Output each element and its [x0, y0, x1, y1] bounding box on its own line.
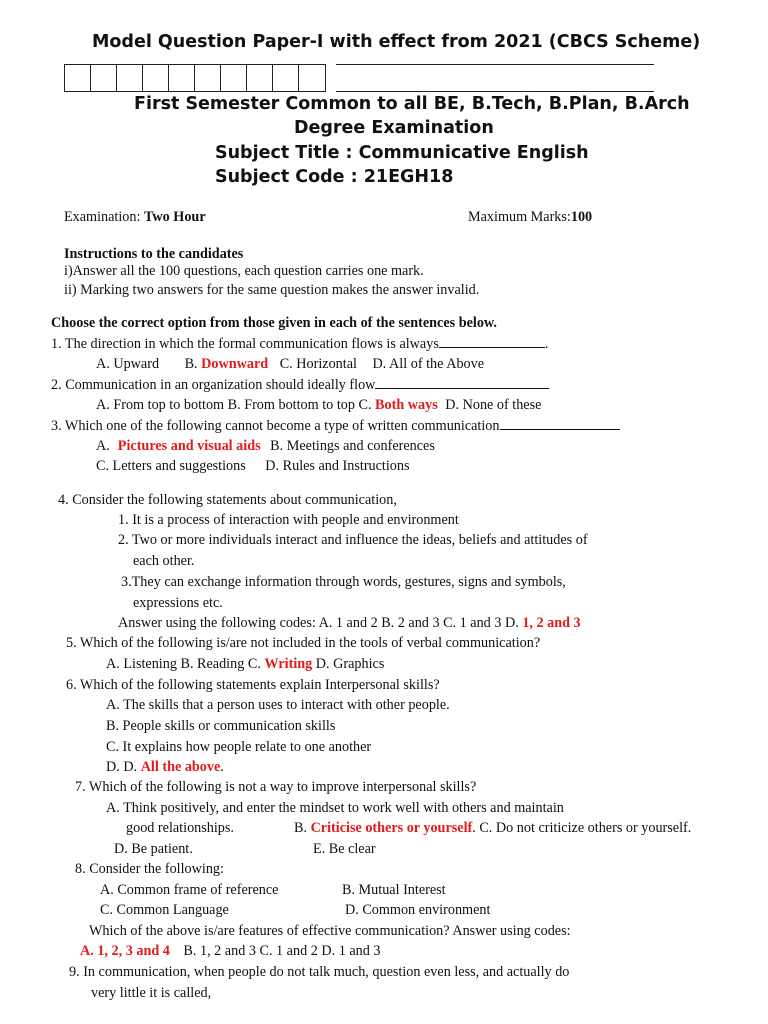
option-a-answer: Pictures and visual aids	[117, 438, 261, 454]
usn-box[interactable]	[116, 64, 142, 92]
usn-box[interactable]	[142, 64, 168, 92]
answer-blank	[500, 417, 620, 430]
usn-box[interactable]	[90, 64, 116, 92]
question-8-which: Which of the above is/are features of effective communication? Answer using codes:	[89, 923, 571, 939]
usn-box[interactable]	[168, 64, 194, 92]
option-b-answer: Downward	[201, 356, 269, 372]
codes-text: Answer using the following codes: A. 1 and 2 B. 2 and 3 C. 1 and 3	[118, 615, 502, 631]
answer-blank	[375, 376, 549, 389]
question-4: 4. Consider the following statements about communication,	[58, 492, 397, 508]
title-bold: Model Question Paper-I	[92, 32, 324, 52]
option-d: D. Graphics	[315, 656, 385, 672]
usn-box[interactable]	[194, 64, 220, 92]
question-6-option-a: A. The skills that a person uses to interact with other people.	[106, 697, 450, 713]
option-c: C. Horizontal	[279, 356, 357, 372]
question-6: 6. Which of the following statements explain Interpersonal skills?	[66, 677, 440, 693]
usn-box[interactable]	[220, 64, 246, 92]
question-4-statement-3: 3.They can exchange information through words, gestures, signs and symbols,	[121, 574, 566, 590]
marks-value: 100	[570, 209, 593, 225]
question-3-text: 3. Which one of the following cannot become a type of written communication	[51, 418, 500, 434]
option-b-prefix: B.	[184, 356, 202, 372]
question-2	[51, 376, 549, 394]
title-end: )	[692, 32, 701, 52]
question-2-text: 2. Communication in an organization should ideally flow	[51, 377, 376, 393]
option-c: . C. Do not criticize others or yourself.	[472, 820, 692, 836]
option-d-end: .	[220, 759, 224, 775]
question-1-options	[96, 356, 484, 373]
question-3	[51, 417, 620, 435]
question-7-option-e: E. Be clear	[313, 841, 376, 857]
question-6-option-c: C. It explains how people relate to one another	[106, 739, 372, 755]
question-7-option-d: D. Be patient.	[114, 841, 193, 857]
question-8-item-d: D. Common environment	[345, 902, 491, 918]
question-8: 8. Consider the following:	[75, 861, 224, 877]
question-8-options	[80, 943, 380, 960]
question-7-option-bc	[294, 820, 691, 837]
question-4-codes	[118, 615, 581, 632]
paper-title	[92, 32, 700, 52]
title-scheme: CBCS Scheme	[556, 32, 693, 52]
question-2-options	[96, 397, 541, 414]
question-6-option-b: B. People skills or communication skills	[106, 718, 336, 734]
option-d: D. None of these	[445, 397, 542, 413]
question-3-options-2	[96, 458, 410, 475]
option-c-answer: Writing	[264, 656, 313, 672]
usn-box[interactable]	[298, 64, 326, 92]
question-7-option-a-cont: good relationships.	[126, 820, 234, 836]
duration-label: Examination:	[64, 209, 144, 225]
question-5: 5. Which of the following is/are not included in the tools of verbal communication?	[66, 635, 541, 651]
duration-value: Two Hour	[144, 209, 206, 225]
title-mid: with effect from 2021 (	[323, 32, 557, 52]
instructions-heading: Instructions to the candidates	[64, 246, 244, 262]
option-a: A. Upward	[96, 356, 160, 372]
usn-boxes	[64, 64, 326, 92]
question-1	[51, 335, 548, 353]
options-bcd: B. 1, 2 and 3 C. 1 and 2 D. 1 and 3	[183, 943, 381, 959]
option-b: B. Meetings and conferences	[270, 438, 435, 454]
subject-title: Subject Title : Communicative English	[215, 143, 589, 163]
option-b-prefix: B.	[294, 820, 308, 836]
question-6-option-d	[106, 759, 224, 776]
usn-box[interactable]	[272, 64, 298, 92]
answer-blank	[439, 335, 545, 348]
header-line-1: First Semester Common to all BE, B.Tech, B.Plan, B.Arch	[134, 94, 690, 114]
exam-duration	[64, 209, 206, 226]
question-9-cont: very little it is called,	[91, 985, 212, 1001]
subject-code: Subject Code : 21EGH18	[215, 167, 454, 187]
usn-box[interactable]	[246, 64, 272, 92]
option-c: C. Letters and suggestions	[96, 458, 246, 474]
instruction-i: i)Answer all the 100 questions, each question carries one mark.	[64, 263, 424, 279]
exam-marks	[468, 209, 592, 226]
question-7-option-a: A. Think positively, and enter the mindset to work well with others and maintain	[106, 800, 564, 816]
option-d: D. All of the Above	[372, 356, 485, 372]
question-3-options-1	[96, 438, 435, 455]
question-9: 9. In communication, when people do not talk much, question even less, and actually do	[69, 964, 570, 980]
question-5-options	[106, 656, 384, 673]
options-abc: A. Listening B. Reading C.	[106, 656, 261, 672]
question-4-statement-1: 1. It is a process of interaction with people and environment	[118, 512, 459, 528]
usn-box[interactable]	[64, 64, 90, 92]
option-d-prefix: D.	[504, 615, 519, 631]
question-4-statement-2: 2. Two or more individuals interact and influence the ideas, beliefs and attitudes of	[118, 532, 588, 548]
question-8-item-c: C. Common Language	[100, 902, 229, 918]
usn-line-bottom	[336, 91, 654, 92]
question-4-statement-3-cont: expressions etc.	[133, 595, 223, 611]
option-b-answer: Criticise others or yourself	[310, 820, 473, 836]
instruction-ii: ii) Marking two answers for the same question makes the answer invalid.	[64, 282, 480, 298]
option-d: D. Rules and Instructions	[265, 458, 410, 474]
option-c-answer: Both ways	[375, 397, 438, 413]
option-a-prefix: A.	[96, 438, 110, 454]
option-d-prefix: D. D.	[106, 759, 138, 775]
header-line-2: Degree Examination	[294, 118, 494, 138]
option-d-answer: All the above	[140, 759, 221, 775]
question-1-text: 1. The direction in which the formal communication flows is always	[51, 336, 439, 352]
option-a-answer: A. 1, 2, 3 and 4	[80, 943, 170, 959]
question-4-statement-2-cont: each other.	[133, 553, 195, 569]
question-7: 7. Which of the following is not a way to improve interpersonal skills?	[75, 779, 477, 795]
marks-label: Maximum Marks:	[468, 209, 571, 225]
usn-line-top	[336, 64, 654, 65]
question-8-item-b: B. Mutual Interest	[342, 882, 446, 898]
options-ab: A. From top to bottom B. From bottom to top C.	[96, 397, 372, 413]
section-heading: Choose the correct option from those given in each of the sentences below.	[51, 315, 497, 331]
question-8-item-a: A. Common frame of reference	[100, 882, 279, 898]
option-d-answer: 1, 2 and 3	[522, 615, 581, 631]
question-1-end: .	[544, 336, 549, 352]
